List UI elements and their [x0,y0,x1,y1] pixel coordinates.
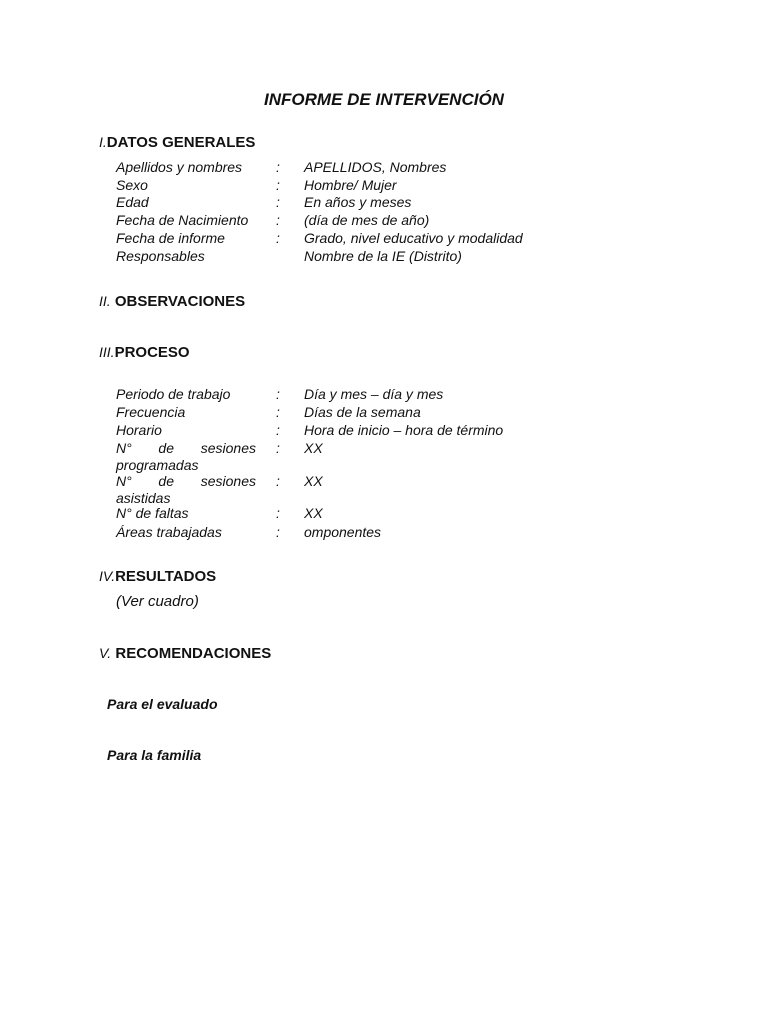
section-numeral: V. [99,645,112,661]
field-colon: : [276,212,280,228]
field-value: Hora de inicio – hora de término [304,422,504,438]
field-row-periodo [116,385,536,403]
field-label: N° de sesiones [116,473,256,489]
field-label: Sexo [116,177,148,193]
field-colon: : [276,505,280,521]
field-row-horario [116,421,536,439]
field-value: XX [304,440,323,456]
field-colon: : [276,159,280,175]
field-label-continuation: asistidas [116,490,171,506]
field-label: Fecha de Nacimiento [116,212,249,228]
section-numeral: I. [99,134,107,150]
field-value: XX [304,473,323,489]
field-value: Día y mes – día y mes [304,386,444,402]
field-label: N° de sesiones [116,440,256,456]
field-colon: : [276,422,280,438]
page-title: INFORME DE INTERVENCIÓN [264,90,504,109]
section-numeral: III. [99,344,115,360]
field-colon: : [276,440,280,456]
subheading-para-la-familia: Para la familia [107,747,202,763]
field-row-sesiones-programadas [116,439,536,457]
field-value: En años y meses [304,194,412,210]
field-value: omponentes [304,524,382,540]
field-colon: : [276,194,280,210]
field-value: Grado, nivel educativo y modalidad [304,230,523,246]
section-heading-proceso [99,343,190,362]
field-row-frecuencia [116,403,536,421]
subheading-para-el-evaluado: Para el evaluado [107,696,218,712]
field-label: Responsables [116,248,205,264]
field-colon: : [276,230,280,246]
field-row-fecha-nacimiento [116,211,536,229]
field-colon: : [276,524,280,540]
field-value: Hombre/ Mujer [304,177,397,193]
field-value: (día de mes de año) [304,212,430,228]
section-numeral: IV. [99,568,116,584]
field-row-sexo [116,176,536,194]
section-numeral: II. [99,293,111,309]
field-label-continuation: programadas [116,457,199,473]
field-label: N° de faltas [116,505,189,521]
field-colon: : [276,386,280,402]
section-label: RESULTADOS [115,568,217,585]
section-heading-observaciones [99,292,245,311]
field-label: Áreas trabajadas [116,524,222,540]
section-heading-resultados [99,567,216,586]
field-colon: : [276,177,280,193]
field-row-areas [116,523,536,541]
field-colon: : [276,404,280,420]
section-heading-datos-generales [99,133,255,152]
field-row-fecha-informe [116,229,536,247]
field-label: Fecha de informe [116,230,225,246]
field-value: Días de la semana [304,404,421,420]
section-label: RECOMENDACIONES [115,645,272,662]
field-value: Nombre de la IE (Distrito) [304,248,462,264]
field-label: Horario [116,422,162,438]
field-colon: : [276,473,280,489]
section-label: OBSERVACIONES [114,293,246,310]
field-row-sesiones-asistidas [116,472,536,490]
field-label: Apellidos y nombres [116,159,243,175]
field-row-edad [116,193,536,211]
section-label: DATOS GENERALES [106,134,256,151]
field-row-responsables [116,247,536,265]
section-heading-recomendaciones [99,644,271,663]
field-label: Edad [116,194,149,210]
field-label: Periodo de trabajo [116,386,231,402]
section-label: PROCESO [114,344,190,361]
field-row-apellidos [116,158,536,176]
field-value: XX [304,505,323,521]
resultados-note: (Ver cuadro) [116,593,199,610]
field-value: APELLIDOS, Nombres [304,159,447,175]
field-row-faltas [116,504,536,522]
field-label: Frecuencia [116,404,186,420]
